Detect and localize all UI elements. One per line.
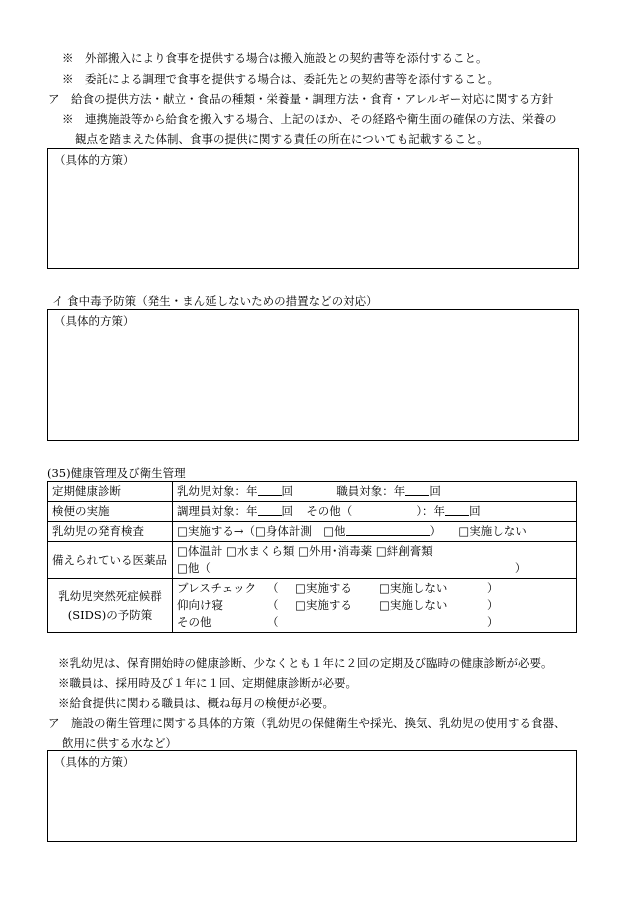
- stool-cell: 調理員対象：年 回 その他（ ）：年 回: [173, 502, 577, 522]
- note-partner-delivery-line2: 観点を踏まえた体制、食事の提供に関する責任の所在についても記載すること。: [75, 132, 489, 146]
- growth-other-checkbox[interactable]: □他: [323, 524, 346, 538]
- note-external-delivery: ※ 外部搬入により食事を提供する場合は搬入施設との契約書等を添付すること。: [62, 51, 488, 65]
- note-partner-delivery-line1: ※ 連携施設等から給食を搬入する場合、上記のほか、その経路や衛生面の確保の方法、栄養の: [62, 112, 557, 126]
- sids-other-line: その他 （ ）: [177, 615, 499, 629]
- row-head-stool-test: 検便の実施: [48, 502, 173, 522]
- other-stool-count-field[interactable]: [445, 503, 469, 516]
- item-a-hygiene-line1: ア 施設の衛生管理に関する具体的方策（乳幼児の保健衛生や採光、換気、乳幼児の使用する食器、: [48, 716, 566, 730]
- table-row: [48, 579, 577, 633]
- health-management-table: [47, 481, 577, 633]
- growth-no-checkbox[interactable]: □実施しない: [458, 524, 527, 538]
- bandage-checkbox[interactable]: □絆創膏類: [375, 544, 433, 558]
- sids-supine-sleep-line: 仰向け寝 （ □実施する □実施しない ）: [177, 598, 499, 612]
- sids-cell: [173, 579, 577, 633]
- table-row: [48, 522, 577, 542]
- supine-yes-checkbox[interactable]: □実施する: [295, 598, 352, 612]
- note-outsourced-cooking: ※ 委託による調理で食事を提供する場合は、委託先との契約書等を添付すること。: [62, 72, 499, 86]
- supine-no-checkbox[interactable]: □実施しない: [379, 598, 448, 612]
- item-a-meal-policy: ア 給食の提供方法・献立・食品の種類・栄養量・調理方法・食育・アレルギー対応に関する方針: [48, 92, 554, 106]
- cook-stool-count-field[interactable]: [258, 503, 282, 516]
- row-head-growth-check: 乳幼児の発育検査: [48, 522, 173, 542]
- note-infant-checkup: ※乳幼児は、保育開始時の健康診断、少なくとも１年に２回の定期及び臨時の健康診断が必要。: [58, 656, 553, 670]
- breath-check-yes-checkbox[interactable]: □実施する: [295, 581, 352, 595]
- breath-check-no-checkbox[interactable]: □実施しない: [379, 581, 448, 595]
- table-row: [48, 542, 577, 579]
- sids-breath-check-line: ブレスチェック （ □実施する □実施しない ）: [177, 581, 499, 595]
- table-row: [48, 502, 577, 522]
- staff-checkup-count-field[interactable]: [405, 483, 429, 496]
- growth-yes-checkbox[interactable]: □実施する→（□身体計測: [177, 524, 312, 538]
- food-poisoning-textbox[interactable]: [47, 309, 579, 441]
- medicine-other-checkbox[interactable]: □他（: [177, 561, 211, 575]
- note-staff-checkup: ※職員は、採用時及び１年に１回、定期健康診断が必要。: [58, 676, 357, 690]
- checkup-cell: 乳幼児対象：年 回 職員対象：年 回: [173, 482, 577, 502]
- disinfectant-checkbox[interactable]: □外用･消毒薬: [298, 544, 373, 558]
- meal-policy-textbox[interactable]: [47, 148, 579, 269]
- sids-other-field[interactable]: [295, 614, 487, 631]
- box-label: （具体的方策）: [54, 153, 135, 167]
- item-a-hygiene-line2: 飲用に供する水など）: [62, 736, 177, 750]
- infant-checkup-count-field[interactable]: [258, 483, 282, 496]
- box-label: （具体的方策）: [54, 755, 135, 769]
- section-title-health: (35)健康管理及び衛生管理: [47, 466, 186, 480]
- ice-pillow-checkbox[interactable]: □水まくら類: [226, 544, 295, 558]
- row-head-medicine: 備えられている医薬品: [48, 542, 173, 579]
- table-row: [48, 482, 577, 502]
- box-label: （具体的方策）: [54, 314, 135, 328]
- row-head-checkup: 定期健康診断: [48, 482, 173, 502]
- row-head-sids: 乳幼児突然死症候群(SIDS)の予防策: [48, 579, 173, 633]
- note-stool-test: ※給食提供に関わる職員は、概ね毎月の検便が必要。: [58, 696, 334, 710]
- medicine-cell: □体温計 □水まくら類 □外用･消毒薬 □絆創膏類 □他（ ）: [173, 542, 577, 579]
- hygiene-textbox[interactable]: [47, 750, 577, 842]
- thermometer-checkbox[interactable]: □体温計: [177, 544, 223, 558]
- growth-cell: □実施する→（□身体計測 □他 ） □実施しない: [173, 522, 577, 542]
- item-i-food-poisoning: イ 食中毒予防策（発生・まん延しないための措置などの対応）: [52, 294, 378, 308]
- growth-other-field[interactable]: [346, 523, 430, 536]
